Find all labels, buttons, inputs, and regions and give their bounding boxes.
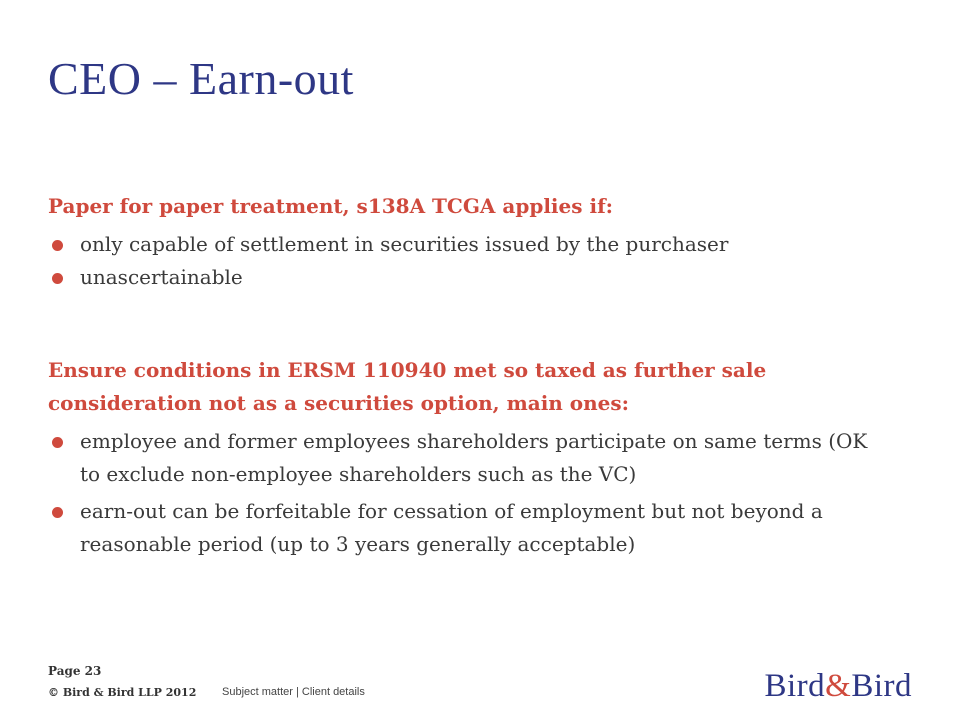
page-number: Page 23 bbox=[48, 664, 102, 678]
logo-word-1: Bird bbox=[764, 668, 826, 704]
bullet-text: earn-out can be forfeitable for cessation of employment but not beyond a reasonable period (up to 3 years generally acceptable) bbox=[80, 499, 823, 556]
footer-subject-details: Subject matter | Client details bbox=[222, 686, 365, 698]
bullet-list-ersm-conditions bbox=[48, 425, 888, 561]
bullet-dot-icon bbox=[52, 507, 63, 518]
bullet-dot-icon bbox=[52, 437, 63, 448]
section-heading-ersm-conditions: Ensure conditions in ERSM 110940 met so taxed as further sale consideration not as a securities option, main ones: bbox=[48, 358, 767, 415]
list-item bbox=[48, 425, 888, 491]
bullet-dot-icon bbox=[52, 240, 63, 251]
logo-word-2: Bird bbox=[851, 668, 912, 704]
bullet-list-paper-for-paper bbox=[48, 228, 888, 294]
list-item bbox=[48, 261, 888, 294]
bullet-text: employee and former employees shareholders participate on same terms (OK to exclude non-employee shareholders such as the VC) bbox=[80, 429, 868, 486]
copyright-notice: © Bird & Bird LLP 2012 bbox=[48, 686, 197, 699]
section-heading-paper-for-paper: Paper for paper treatment, s138A TCGA applies if: bbox=[48, 194, 614, 218]
list-item bbox=[48, 495, 888, 561]
bullet-text: only capable of settlement in securities issued by the purchaser bbox=[80, 232, 729, 256]
logo-ampersand: & bbox=[825, 668, 852, 704]
bullet-text: unascertainable bbox=[80, 265, 243, 289]
list-item bbox=[48, 228, 888, 261]
slide-title: CEO – Earn-out bbox=[48, 53, 354, 104]
bird-and-bird-logo bbox=[764, 668, 912, 705]
bullet-dot-icon bbox=[52, 273, 63, 284]
